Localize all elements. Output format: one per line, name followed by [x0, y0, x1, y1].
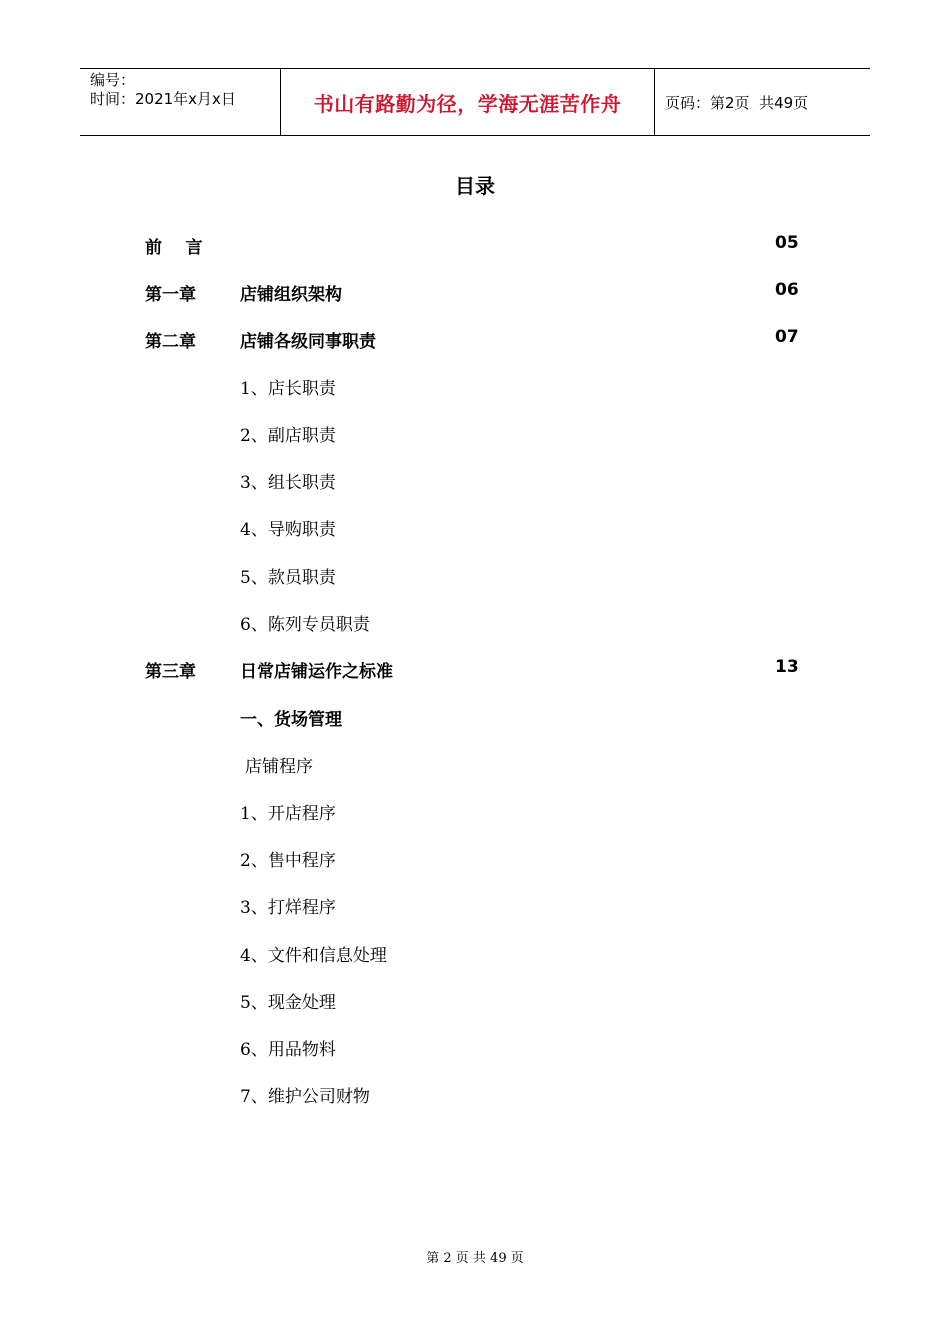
toc-subitem: 6、用品物料 [240, 1040, 336, 1060]
toc-entry-preface [0, 233, 950, 263]
toc-title: 目录 [455, 174, 495, 198]
header-page-info: 页码：第2页 共49页 [665, 93, 809, 112]
toc-subitem: 4、导购职责 [240, 520, 336, 540]
page-footer: 第 2 页 共 49 页 [426, 1251, 524, 1266]
toc-entry-chapter-1 [0, 280, 950, 310]
toc-page-number: 06 [775, 280, 799, 300]
toc-subitem: 3、打烊程序 [240, 898, 336, 918]
motto-text: 书山有路勤为径，学海无涯苦作舟 [313, 91, 622, 116]
toc-page-number: 13 [775, 657, 799, 677]
header-motto-cell [281, 69, 655, 135]
toc-chapter-label: 第一章 [145, 285, 196, 305]
toc-subitem: 1、开店程序 [240, 804, 336, 824]
toc-chapter-label: 前 言 [145, 238, 203, 258]
toc-section-heading: 一、货场管理 [240, 710, 342, 730]
toc-chapter-title: 店铺各级同事职责 [240, 332, 376, 352]
code-label: 编号： [90, 71, 136, 89]
toc-chapter-label: 第二章 [145, 332, 196, 352]
document-header [80, 68, 870, 136]
toc-page-number: 05 [775, 233, 799, 253]
toc-subitem: 5、款员职责 [240, 568, 336, 588]
toc-subitem: 1、店长职责 [240, 379, 336, 399]
toc-subitem: 4、文件和信息处理 [240, 946, 387, 966]
toc-entry-chapter-3 [0, 657, 950, 687]
header-page-cell [655, 69, 870, 135]
toc-subitem: 5、现金处理 [240, 993, 336, 1013]
toc-chapter-title: 店铺组织架构 [240, 285, 342, 305]
toc-chapter-label: 第三章 [145, 662, 196, 682]
toc-subitem: 2、售中程序 [240, 851, 336, 871]
toc-subitem: 2、副店职责 [240, 426, 336, 446]
toc-entry-chapter-2 [0, 327, 950, 357]
toc-subitem: 3、组长职责 [240, 473, 336, 493]
header-meta-cell [80, 69, 281, 135]
toc-chapter-title: 日常店铺运作之标准 [240, 662, 393, 682]
toc-page-number: 07 [775, 327, 799, 347]
time-label: 时间：2021年x月x日 [90, 90, 236, 108]
toc-sub-heading: 店铺程序 [245, 757, 313, 777]
toc-subitem: 7、维护公司财物 [240, 1087, 370, 1107]
toc-subitem: 6、陈列专员职责 [240, 615, 370, 635]
